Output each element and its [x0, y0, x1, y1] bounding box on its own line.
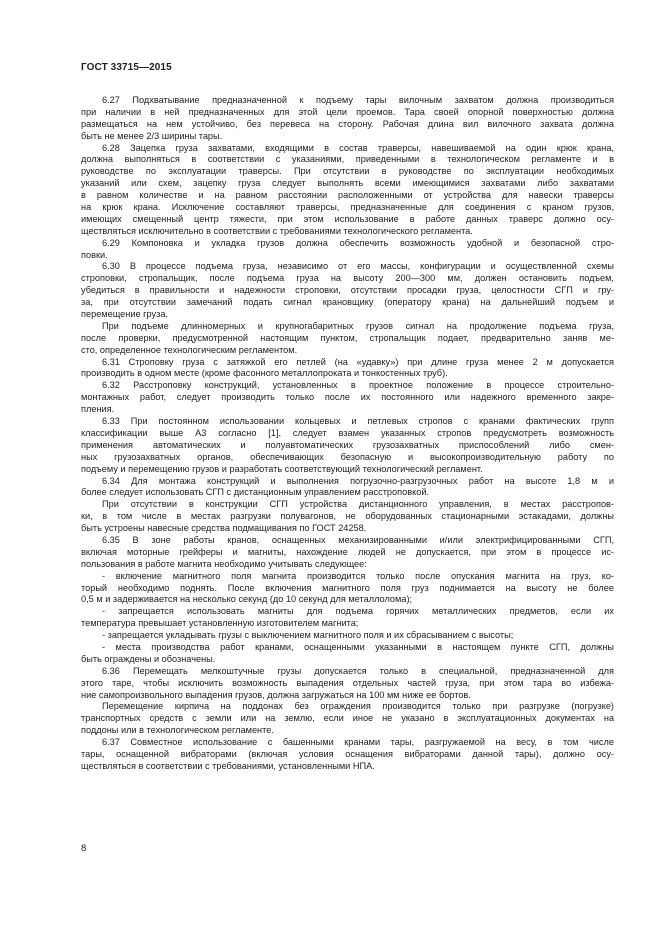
text-line: ние самопроизвольного выпадения грузов, должна загружаться на 100 мм ниже ее бортов.	[81, 689, 471, 700]
text-line: ки, в том числе в местах разгрузки полувагонов, не оборудованных стационарными эстакадами, должны	[81, 511, 614, 522]
text-line: 6.36 Перемещать мелкоштучные грузы допускается только в специальной, предназначенной для	[102, 665, 614, 676]
text-line: перемещение груза.	[81, 309, 168, 320]
text-line: размещаться на нем устойчиво, без перевеса на сторону. Рабочая длина вил вилочного захвата должна	[81, 118, 614, 129]
text-line: быть не менее 2/3 ширины тары.	[81, 130, 223, 141]
text-line: тары, оснащенной вибраторами (включая условия оснащения вибраторами данной тары), должно осу-	[81, 748, 614, 759]
text-line: подъему и перемещению грузов и разработать соответствующий технологический регламент.	[81, 463, 483, 474]
list-item-line: - запрещается использовать магниты для подъема горячих металлических предметов, если их	[102, 606, 614, 617]
text-line: классификации выше А3 согласно [1], следует взамен указанных стропов предусмотреть возможность	[81, 427, 614, 438]
text-line: 6.33 При постоянном использовании кольцевых и петлевых стропов с кранами фактических групп	[102, 416, 614, 427]
text-line: ществляться в соответствии с требованиями, установленными НПА.	[81, 760, 375, 771]
text-line: руководстве по эксплуатации траверсы. При отсутствии в руководстве по эксплуатации необходимых	[81, 166, 614, 177]
text-line: сто, определенное технологическим регламентом.	[81, 344, 298, 355]
document-header: ГОСТ 33715—2015	[81, 62, 172, 73]
text-line: применения автоматических и полуавтоматических грузозахватных приспособлений либо смен-	[81, 439, 614, 450]
text-line: торый необходимо поднять. После включения магнитного поля груз поднимается на высоту не более	[81, 582, 614, 593]
text-line: поддоны или в технологическом регламенте.	[81, 725, 274, 736]
text-line: за, при отсутствии замечаний подать сигнал крановщику (оператору крана) на дальнейший подъем и	[81, 297, 614, 308]
list-item-line: - места производства работ кранами, оснащенными указанными в настоящем пункте СГП, должны	[102, 641, 614, 652]
text-line: пления.	[81, 404, 115, 415]
list-item-line: - включение магнитного поля магнита производится только после опускания магнита на груз, ко-	[102, 570, 614, 581]
page-number: 8	[81, 843, 87, 854]
text-line: быть устроены навесные средства подмащивания по ГОСТ 24258.	[81, 523, 367, 534]
text-line: 6.34 Для монтажа конструкций и выполнения погрузочно-разгрузочных работ на высоте 1,8 м и	[102, 475, 614, 486]
text-line: 0,5 м и задерживается на несколько секунд (до 10 секунд для металлолома);	[81, 594, 413, 605]
text-line: указаний или схем, зацепку груза следует выполнять всеми имеющимися захватами либо захватами	[81, 178, 614, 189]
text-line: этого таре, чтобы исключить возможность выпадения отдельных частей груза, при этом тара во избежа-	[81, 677, 614, 688]
text-line: транспортных средств с земли или на землю, если иное не указано в эксплуатационных документах на	[81, 713, 614, 724]
list-item-line: - запрещается укладывать грузы с выключением магнитного поля и их сбрасыванием с высоты;	[102, 630, 514, 641]
document-body	[81, 95, 614, 773]
text-line: 6.27 Подхватывание предназначенной к подъему тары вилочным захватом должна производиться	[102, 95, 614, 105]
text-line: монтажных работ, следует производить только после их постоянного или надежного временного закре-	[81, 392, 614, 403]
text-line: пользования в работе магнита необходимо учитывать следующее:	[81, 558, 367, 569]
text-line: При отсутствии в конструкции СГП устройства дистанционного управления, в местах расстропов-	[102, 499, 614, 510]
text-line: 6.28 Зацепка груза захватами, входящими в состав траверсы, навешиваемой на один крюк крана,	[102, 142, 614, 153]
text-line: 6.32 Расстроповку конструкций, установленных в проектное положение в процессе строительно-	[102, 380, 614, 391]
text-line: температура превышает установленную изготовителем магнита;	[81, 618, 359, 629]
text-line: строповки, стропальщик, после подъема груза на высоту 200—300 мм, должен остановить подъем,	[81, 273, 614, 284]
text-line: должна выполняться в соответствии с указаниями, приведенными в технологическом регламенте и в	[81, 154, 614, 165]
text-line: 6.29 Компоновка и укладка грузов должна обеспечить возможность удобной и безопасной стро-	[102, 237, 614, 248]
text-line: производить в одном месте (кроме фасонного металлопроката и тонкостенных труб).	[81, 368, 448, 379]
text-line: после проверки, предусмотренной настоящим пунктом, стропальщик подает, предварительно заняв ме-	[81, 332, 614, 343]
text-line: более следует использовать СГП с дистанционным управлением расстроповкой.	[81, 487, 430, 498]
text-line: 6.30 В процессе подъема груза, независимо от его массы, конфигурации и осуществленной схемы	[102, 261, 614, 272]
text-line: Перемещение кирпича на поддонах без ограждения производится только при разгрузке (погрузке)	[102, 701, 614, 712]
text-line: имеющих смещенный центр тяжести, при этом использование в работе данных траверс должно осу-	[81, 213, 614, 224]
text-line: При подъеме длинномерных и крупногабаритных грузов сигнал на продолжение подъема груза,	[102, 320, 614, 331]
text-line: 6.37 Совместное использование с башенными кранами тары, разгружаемой на весу, в том числе	[102, 737, 614, 748]
text-line: в равном количестве и на равном расстоянии расположенными от устройства для навески траверсы	[81, 190, 614, 201]
text-line: убедиться в правильности и надежности строповки, отсутствии просадки груза, целостности СГП и гру-	[81, 285, 614, 296]
text-line: 6.35 В зоне работы кранов, оснащенных механизированными и/или электрифицированными СГП,	[102, 534, 614, 545]
text-line: повки.	[81, 249, 108, 260]
text-line: включая моторные грейферы и магниты, нахождение людей не допускается, при этом в процессе ис-	[81, 546, 614, 557]
text-line: при наличии в ней предназначенных для этой цели проемов. Тара своей опорной поверхностью должна	[81, 106, 614, 117]
text-line: ных грузозахватных органов, обеспечивающих безопасную и высокопроизводительную работу по	[81, 451, 614, 462]
text-line: быть ограждены и обозначены.	[81, 653, 216, 664]
text-line: ществляться исключительно в соответствии с требованиями технологического регламента.	[81, 225, 473, 236]
text-line: 6.31 Строповку груза с затяжкой его петлей (на «удавку») при длине груза менее 2 м допускается	[102, 356, 614, 367]
text-line: на крюк крана. Исключение составляют траверсы, предназначенные для соединения с краном грузов,	[81, 202, 614, 213]
